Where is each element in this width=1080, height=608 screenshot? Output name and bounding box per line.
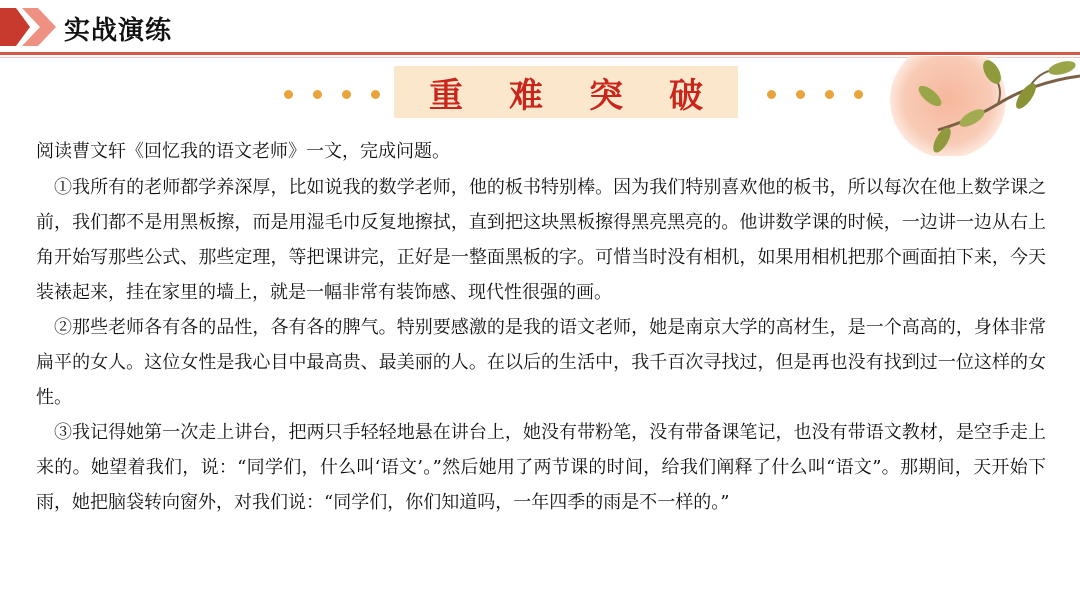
banner-title: 重难突破 — [429, 75, 749, 116]
decorative-dots-right — [767, 90, 863, 99]
slide-header — [0, 0, 1080, 60]
header-divider — [0, 52, 1080, 55]
decorative-dots-left — [284, 90, 380, 99]
banner — [394, 66, 749, 118]
passage-intro: 阅读曹文轩《回忆我的语文老师》一文，完成问题。 — [36, 141, 450, 162]
reading-passage — [36, 134, 1046, 520]
section-title: 实战演练 — [64, 16, 173, 46]
chevron-accent-light-icon — [22, 8, 56, 46]
paragraph-2: ②那些老师各有各的品性，各有各的脾气。特别要感激的是我的语文老师，她是南京大学的高材生，是一个高高的，身体非常扁平的女人。这位女性是我心目中最高贵、最美丽的人。在以后的生活中，我千百次寻找过，但是再也没有找到过一位这样的女性。 — [36, 317, 1046, 408]
paragraph-1: ①我所有的老师都学养深厚，比如说我的数学老师，他的板书特别棒。因为我们特别喜欢他的板书，所以每次在他上数学课之前，我们都不是用黑板擦，而是用湿毛巾反复地擦拭，直到把这块黑板擦得黑亮黑亮的。他讲数学课的时候，一边讲一边从右上角开始写那些公式、那些定理，等把课讲完，正好是一整面黑板的字。可惜当时没有相机，如果用相机把那个画面拍下来，今天装裱起来，挂在家里的墙上，就是一幅非常有装饰感、现代性很强的画。 — [36, 177, 1046, 303]
paragraph-3: ③我记得她第一次走上讲台，把两只手轻轻地悬在讲台上，她没有带粉笔，没有带备课笔记，也没有带语文教材，是空手走上来的。她望着我们，说：“同学们，什么叫‘语文’。”然后她用了两节课的时间，给我们阐释了什么叫“语文”。那期间，天开始下雨，她把脑袋转向窗外，对我们说：“同学们，你们知道吗，一年四季的雨是不一样的。” — [36, 422, 1046, 513]
